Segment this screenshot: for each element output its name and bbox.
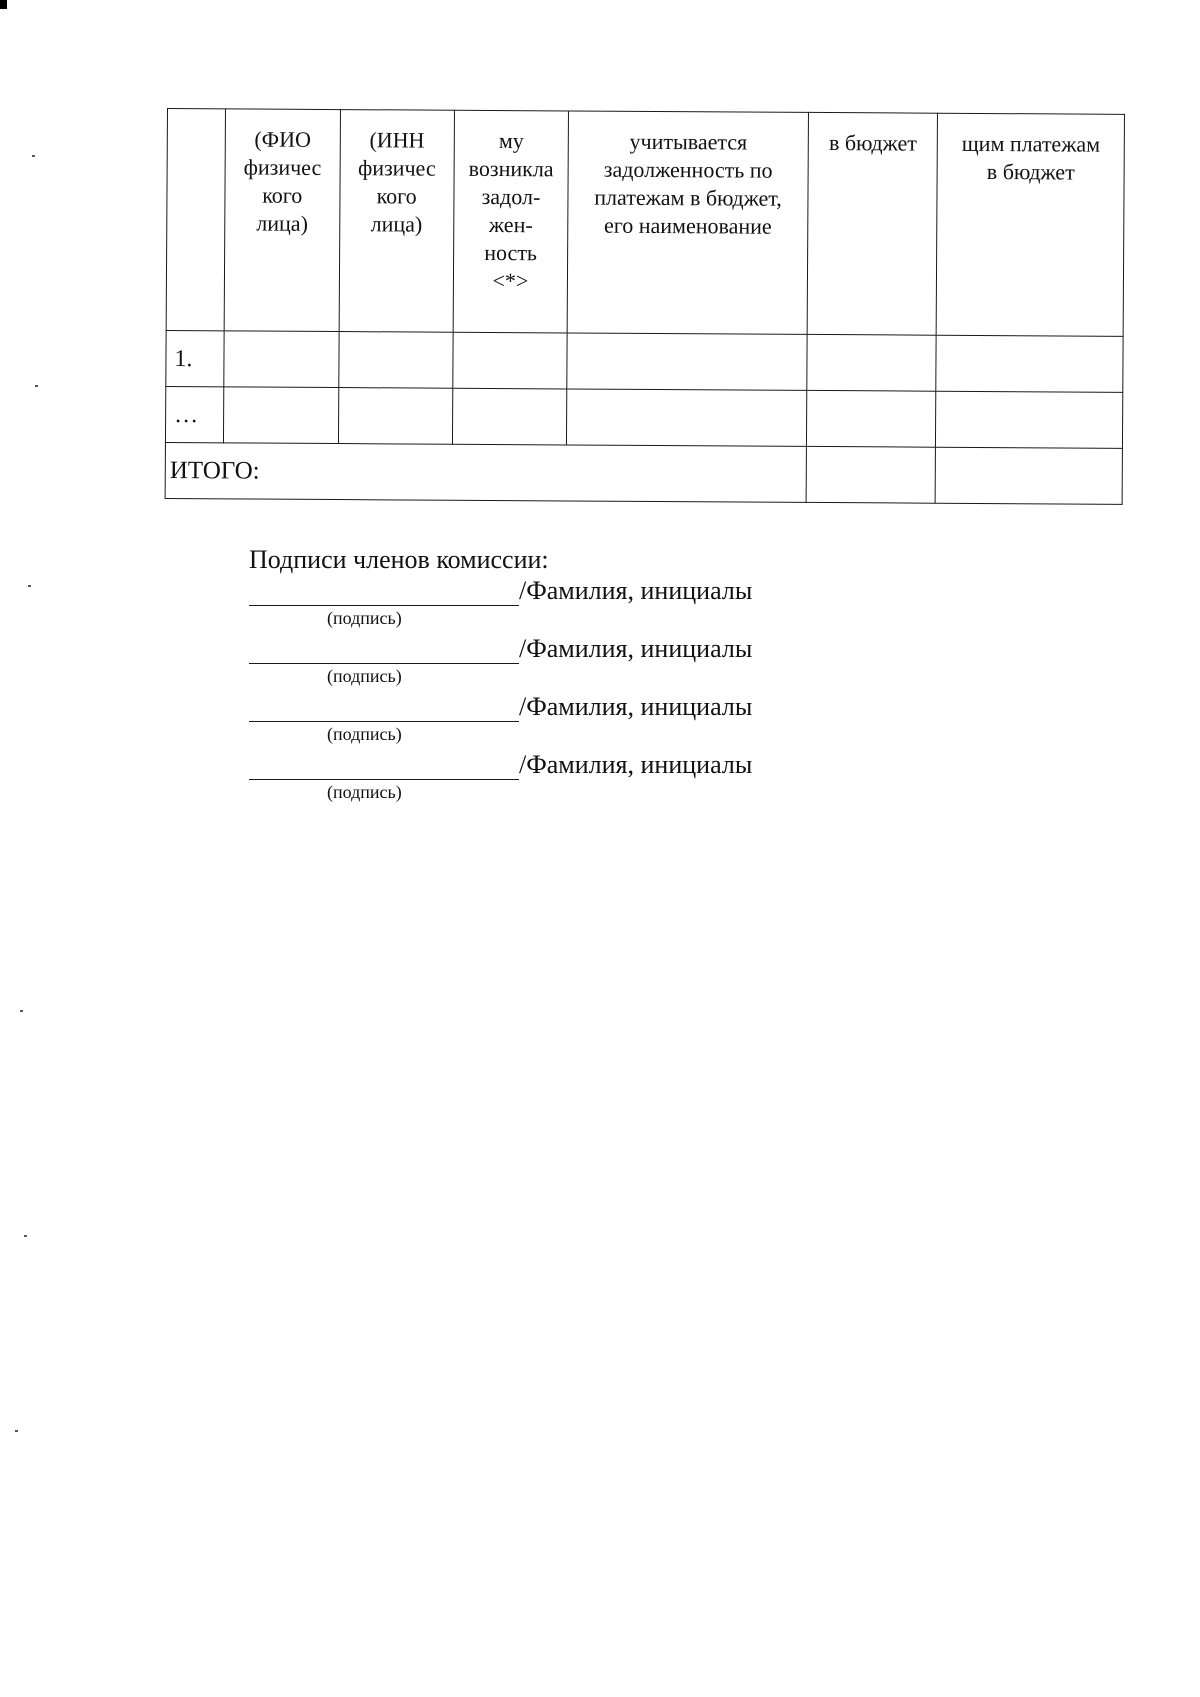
table-cell xyxy=(567,333,807,390)
total-payments-cell xyxy=(935,447,1122,504)
row-number-cell: 1. xyxy=(166,330,225,386)
signature-entry xyxy=(249,750,849,808)
table-cell xyxy=(806,390,936,447)
signature-entry xyxy=(249,576,849,634)
signature-name: /Фамилия, инициалы xyxy=(519,576,753,605)
table-cell xyxy=(567,389,807,446)
table-cell xyxy=(338,388,453,445)
signature-line xyxy=(249,579,519,606)
signature-caption: (подпись) xyxy=(327,666,402,686)
header-cell-payments: щим платежам в бюджет xyxy=(936,113,1124,336)
table-cell xyxy=(224,387,339,444)
header-cell-debt-account: учитывается задолженность по платежам в бюджет, его наименование xyxy=(567,111,808,334)
table-cell xyxy=(224,331,339,388)
table-cell xyxy=(452,388,567,445)
signature-caption: (подпись) xyxy=(327,782,402,802)
signature-line xyxy=(249,695,519,722)
total-budget-cell xyxy=(806,446,936,503)
signature-entry xyxy=(249,692,849,750)
table-cell xyxy=(807,334,937,391)
signature-name: /Фамилия, инициалы xyxy=(519,692,753,721)
signatures-section xyxy=(249,544,849,808)
header-cell-fio: (ФИО физичес кого лица) xyxy=(224,109,340,332)
row-number-cell: … xyxy=(165,386,224,442)
total-label-cell: ИТОГО: xyxy=(165,442,806,502)
header-cell-budget: в бюджет xyxy=(807,112,938,335)
signature-entry xyxy=(249,634,849,692)
signature-caption: (подпись) xyxy=(327,608,402,628)
signature-caption: (подпись) xyxy=(327,724,402,744)
debt-table xyxy=(165,108,1125,505)
table-cell xyxy=(338,332,453,389)
scan-speck xyxy=(15,1430,18,1432)
table-cell xyxy=(936,335,1123,392)
scan-speck xyxy=(28,585,31,587)
table-header-row xyxy=(166,109,1124,337)
table-total-row xyxy=(165,442,1122,504)
signature-name: /Фамилия, инициалы xyxy=(519,750,753,779)
scan-speck xyxy=(24,1235,27,1237)
signature-line xyxy=(249,637,519,664)
scan-speck xyxy=(32,155,35,157)
scan-speck xyxy=(35,385,38,387)
header-cell-inn: (ИНН физичес кого лица) xyxy=(339,110,455,333)
table-cell xyxy=(936,391,1123,448)
scan-artifact xyxy=(0,0,7,9)
signature-line xyxy=(249,753,519,780)
table-row xyxy=(166,330,1123,392)
scan-speck xyxy=(20,1010,23,1012)
header-cell-debt-origin: му возникла задол- жен- ность <*> xyxy=(453,110,569,333)
header-cell-number xyxy=(166,109,226,331)
table-cell xyxy=(453,332,568,389)
signatures-title: Подписи членов комиссии: xyxy=(249,545,549,574)
table-row xyxy=(165,386,1122,448)
signature-name: /Фамилия, инициалы xyxy=(519,634,753,663)
